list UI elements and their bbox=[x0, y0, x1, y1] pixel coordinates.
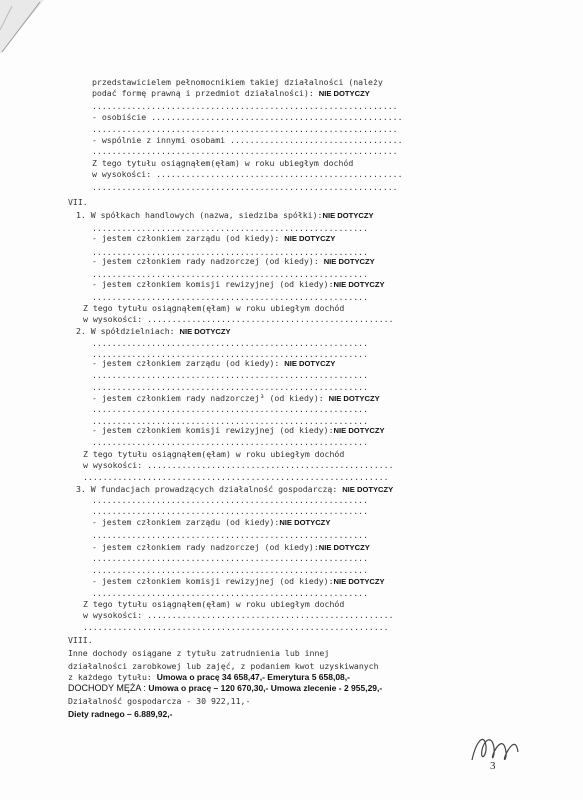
line-text: ........................................................ bbox=[92, 495, 369, 505]
line-text: ........................................................ bbox=[92, 338, 369, 348]
line-text: w wysokości: .................................................. bbox=[92, 169, 403, 179]
line-text: - jestem członkiem komisji rewizyjnej (od kiedy): bbox=[92, 425, 334, 435]
line-text: - jestem członkiem rady nadzorczej (od kiedy): bbox=[92, 542, 319, 552]
line-text: Z tego tytułu osiągnąłem(ęłam) w roku ubiegłym dochód bbox=[92, 158, 354, 168]
line-text: DOCHODY MĘŻA : bbox=[68, 683, 149, 693]
line-text: .............................................................. bbox=[83, 622, 389, 632]
line-text: ........................................................ bbox=[92, 223, 369, 233]
line-text: ........................................................ bbox=[92, 269, 369, 279]
line-text: .............................................................. bbox=[92, 182, 398, 192]
line-text: - jestem członkiem zarządu (od kiedy): bbox=[92, 358, 285, 368]
line-bold-text: NIE DOTYCZY bbox=[284, 234, 336, 243]
line-bold-text: NIE DOTYCZY bbox=[322, 211, 374, 220]
line-text: - jestem członkiem rady nadzorczej³ (od kiedy): bbox=[92, 393, 329, 403]
line-text: Z tego tytułu osiągnąłem(ęłam) w roku ubiegłym dochód bbox=[83, 303, 345, 313]
line-text: 2. W spółdzielniach: bbox=[76, 326, 180, 336]
line-bold-text: NIE DOTYCZY bbox=[328, 394, 380, 403]
line-bold-text: Umowa o pracę – 120 670,30,- Umowa zlecenie - 2 955,29,- bbox=[148, 683, 383, 693]
folded-corner bbox=[0, 0, 50, 60]
line-bold-text: NIE DOTYCZY bbox=[284, 359, 336, 368]
line-bold-text: NIE DOTYCZY bbox=[333, 577, 385, 586]
line-text: ........................................................ bbox=[92, 506, 369, 516]
line-bold-text: NIE DOTYCZY bbox=[342, 485, 394, 494]
line-text: Działalność gospodarcza - 30 922,11,- bbox=[68, 696, 251, 706]
line-text: ........................................................ bbox=[92, 437, 369, 447]
line-text: w wysokości: .................................................. bbox=[83, 610, 394, 620]
line-text: ........................................................ bbox=[92, 292, 369, 302]
line-text: ........................................................ bbox=[92, 382, 369, 392]
document-line bbox=[92, 177, 398, 195]
line-text: z każdego tytułu: bbox=[68, 672, 157, 682]
line-bold-text: NIE DOTYCZY bbox=[333, 280, 385, 289]
line-bold-text: NIE DOTYCZY bbox=[179, 327, 231, 336]
line-text: przedstawicielem pełnomocnikiem takiej działalności (należy bbox=[92, 77, 383, 87]
line-text: ........................................................ bbox=[92, 247, 369, 257]
line-text: - osobiście ................................................... bbox=[92, 112, 403, 122]
line-text: ........................................................ bbox=[92, 553, 369, 563]
line-text: - jestem członkiem rady nadzorczej (od kiedy): bbox=[92, 256, 324, 266]
line-text: - jestem członkiem zarządu (od kiedy): bbox=[92, 233, 285, 243]
signature bbox=[466, 728, 526, 766]
line-text: .............................................................. bbox=[83, 472, 389, 482]
line-bold-text: NIE DOTYCZY bbox=[318, 543, 370, 552]
line-text: ........................................................ bbox=[92, 404, 369, 414]
line-text: .............................................................. bbox=[92, 101, 398, 111]
page-number: 3 bbox=[490, 760, 496, 772]
line-text: .............................................................. bbox=[92, 124, 398, 134]
document-line bbox=[83, 617, 389, 635]
line-text: 3. W fundacjach prowadzących działalność gospodarczą: bbox=[76, 484, 343, 494]
line-text: Z tego tytułu osiągnąłem(ęłam) w roku ubiegłym dochód bbox=[83, 599, 345, 609]
line-text: Z tego tytułu osiągnąłem(ęłam) w roku ubiegłym dochód bbox=[83, 449, 345, 459]
line-text: ........................................................ bbox=[92, 349, 369, 359]
line-text: ........................................................ bbox=[92, 370, 369, 380]
line-text: ........................................................ bbox=[92, 416, 369, 426]
line-bold-text: Diety radnego – 6.889,92,- bbox=[68, 709, 173, 719]
line-text: VII. bbox=[68, 197, 88, 207]
line-text: w wysokości: .................................................. bbox=[83, 314, 394, 324]
line-bold-text: NIE DOTYCZY bbox=[333, 426, 385, 435]
line-text: - jestem członkiem komisji rewizyjnej (od kiedy): bbox=[92, 576, 334, 586]
line-text: podać formę prawną i przedmiot działalności): bbox=[92, 88, 319, 98]
line-bold-text: NIE DOTYCZY bbox=[279, 518, 331, 527]
line-text: ........................................................ bbox=[92, 530, 369, 540]
line-text: w wysokości: .................................................. bbox=[83, 460, 394, 470]
line-text: - jestem członkiem komisji rewizyjnej (od kiedy): bbox=[92, 279, 334, 289]
line-text: VIII. bbox=[68, 635, 93, 645]
line-bold-text: NIE DOTYCZY bbox=[318, 89, 370, 98]
line-text: działalności zarobkowej lub zajęć, z podaniem kwot uzyskiwanych bbox=[68, 661, 379, 671]
line-text: - wspólnie z innymi osobami ................................... bbox=[92, 135, 403, 145]
line-text: - jestem członkiem zarządu (od kiedy): bbox=[92, 517, 280, 527]
line-text: .............................................................. bbox=[92, 146, 398, 156]
line-bold-text: NIE DOTYCZY bbox=[323, 257, 375, 266]
document-line bbox=[68, 704, 172, 722]
line-text: ........................................................ bbox=[92, 565, 369, 575]
line-text: 1. W spółkach handlowych (nazwa, siedziba spółki): bbox=[76, 210, 323, 220]
line-bold-text: Umowa o pracę 34 658,47,- Emerytura 5 658,08,- bbox=[156, 672, 350, 682]
line-text: ........................................................ bbox=[92, 588, 369, 598]
line-text: Inne dochody osiągane z tytułu zatrudnienia lub innej bbox=[68, 648, 330, 658]
